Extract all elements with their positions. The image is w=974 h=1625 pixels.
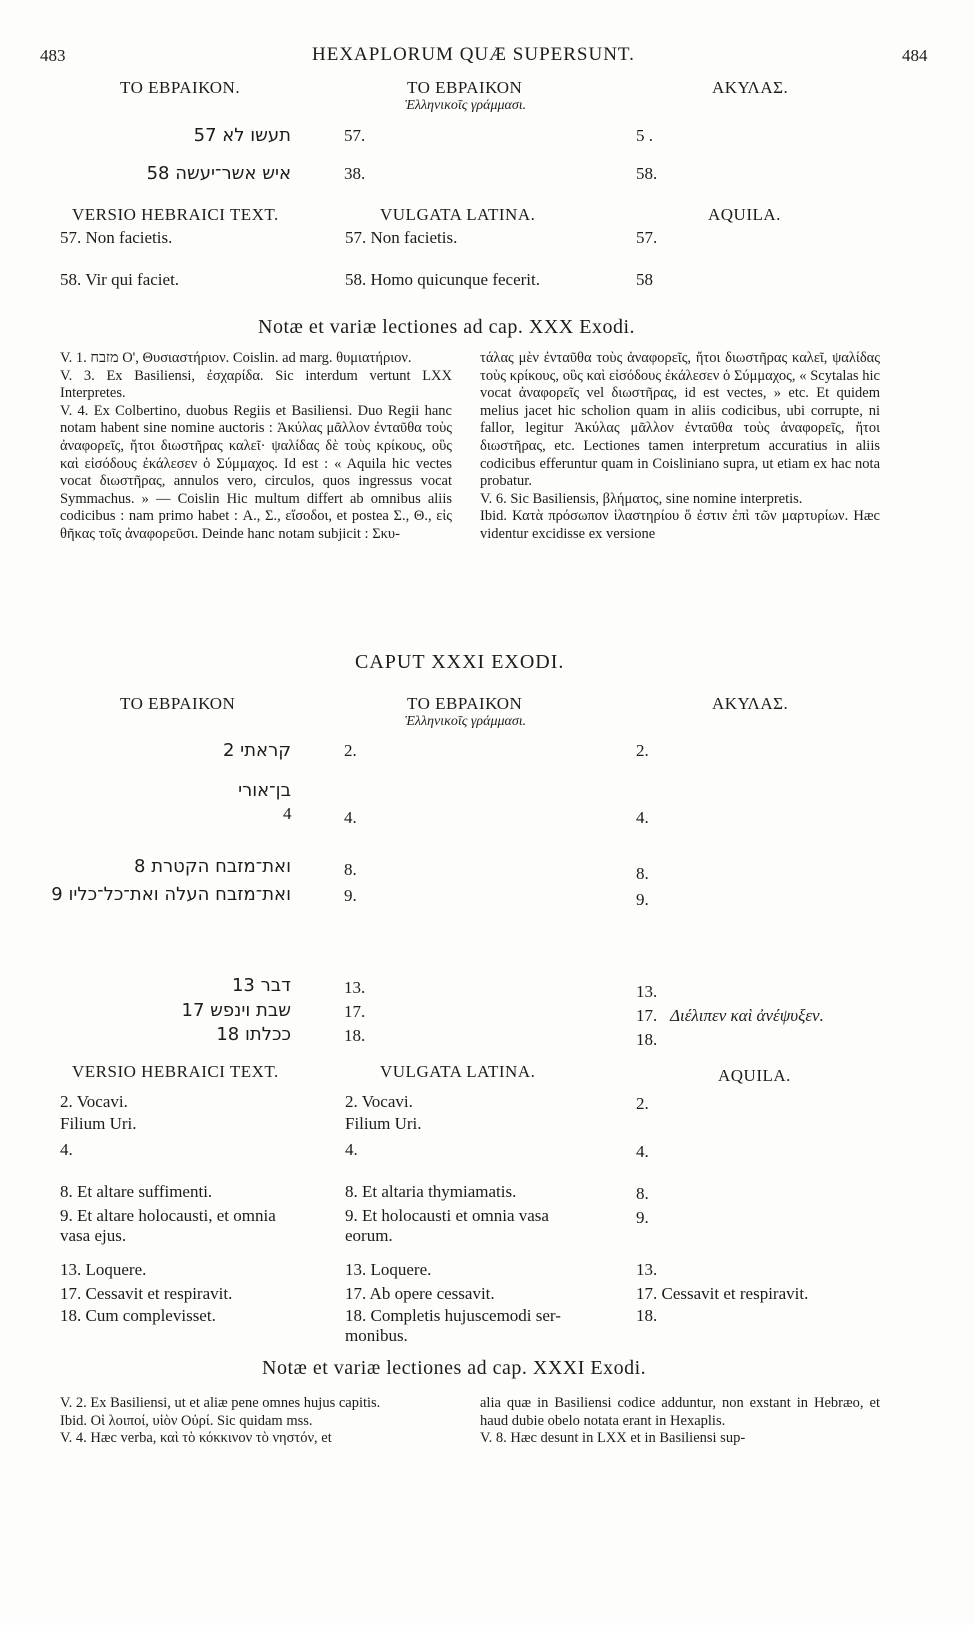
vulgata-line: 8. Et altaria thymiamatis.	[345, 1182, 517, 1201]
hebrew-verse-57: תעשו לא 57	[193, 125, 291, 146]
verse-num: 13.	[344, 978, 366, 997]
heading-aquila-greek: ΑΚΥΛΑΣ.	[712, 694, 789, 713]
versio-line: 58. Vir qui faciet.	[60, 270, 180, 289]
heading-hebraicon-graec: ΤΟ ΕΒΡΑΙΚΟΝ	[407, 78, 523, 97]
versio-line: 9. Et altare holocausti, et omnia	[60, 1206, 276, 1225]
versio-line: 2. Vocavi.	[60, 1092, 128, 1111]
verse-num: 8.	[636, 864, 649, 883]
heading-vulgata: VULGATA LATINA.	[380, 205, 536, 224]
notes-left-cap30	[60, 350, 452, 544]
note-paragraph: Ibid. Οἱ λοιποί, υἱὸν Οὐρί. Sic quidam mss.	[60, 1412, 313, 1429]
vulgata-line: 57. Non facietis.	[345, 228, 458, 247]
versio-line: 18. Cum complevisset.	[60, 1306, 216, 1325]
note-paragraph: τάλας μὲν ἐνταῦθα τοὺς ἀναφορεῖς, ἤτοι διωστῆρας καλεῖ, ψαλίδας τοὺς κρίκους, οὓς καὶ εἰσόδους ἐκάλεσεν ὁ Σύμμαχος, « Scytalas hic vocat ἀναφορεῖς vel διωστῆρας, id est vectes, » etc. Et quidem melius jacet hic scholion quam in aliis codicibus, ubi corrupte, ni fallor, legitur Ἀκύλας μᾶλλον ἐνταῦθα τοὺς ἀναφορεῖς, ἤτοι διωστῆρας, etc. Lectiones tamen interpretum accuratius in aliis codicibus efferuntur quam in Coisliniano supra, ut etiam ex hac nota probatur.	[480, 350, 880, 490]
note-paragraph: V. 8. Hæc desunt in LXX et in Basiliensi sup-	[480, 1430, 746, 1447]
note-paragraph: alia quæ in Basiliensi codice adduntur, non exstant in Hebræo, et haud dubie obelo notata erant in Hexaplis.	[480, 1395, 880, 1429]
note-paragraph: V. 6. Sic Basiliensis, βλήματος, sine nomine interpretis.	[480, 490, 803, 507]
heading-vulgata: VULGATA LATINA.	[380, 1062, 536, 1081]
aquila-line: 8.	[636, 1184, 649, 1203]
verse-num: 9.	[636, 890, 649, 909]
verse-num: 17.	[344, 1002, 366, 1021]
vulgata-line: 13. Loquere.	[345, 1260, 432, 1279]
left-page-number: 483	[40, 46, 66, 65]
verse-num: 2.	[636, 741, 649, 760]
versio-line: Filium Uri.	[60, 1114, 137, 1133]
hebrew-verse-18: ככלתו 18	[216, 1024, 291, 1045]
right-page-number: 484	[902, 46, 928, 65]
versio-line: 4.	[60, 1140, 73, 1159]
aquila-line: 17. Cessavit et respiravit.	[636, 1284, 809, 1303]
heading-hebraicon: ΤΟ ΕΒΡΑΙΚΟΝ.	[120, 78, 241, 97]
note-paragraph: V. 4. Hæc verba, καὶ τὸ κόκκινον τὸ νηστόν, et	[60, 1430, 332, 1447]
vulgata-line: 17. Ab opere cessavit.	[345, 1284, 495, 1303]
versio-line: 13. Loquere.	[60, 1260, 147, 1279]
vulgata-line: 18. Completis hujuscemodi ser-	[345, 1306, 561, 1325]
verse-num: 2.	[344, 741, 357, 760]
aquila-line: 18.	[636, 1306, 658, 1325]
verse-num: 4.	[344, 808, 357, 827]
heading-versio: VERSIO HEBRAICI TEXT.	[72, 1062, 279, 1081]
verse-num: 8.	[344, 860, 357, 879]
aquila-line: 2.	[636, 1094, 649, 1113]
aquila-line: 4.	[636, 1142, 649, 1161]
vulgata-line: Filium Uri.	[345, 1114, 422, 1133]
notes-right-cap31	[480, 1395, 880, 1448]
versio-line: 8. Et altare suffimenti.	[60, 1182, 213, 1201]
verse-num: 9.	[344, 886, 357, 905]
hebrew-verse-13: דבר 13	[231, 975, 291, 996]
caput-title: CAPUT XXXI EXODI.	[355, 651, 565, 673]
verse-num: 58.	[636, 164, 658, 183]
vulgata-line: monibus.	[345, 1326, 408, 1345]
aquila-greek-reading: Διέλιπεν καὶ ἀνέψυξεν.	[670, 1006, 824, 1025]
heading-aquila: AQUILA.	[708, 205, 781, 224]
verse-num: 18.	[344, 1026, 366, 1045]
hebrew-verse-8: ואת־מזבח הקטרת 8	[134, 856, 291, 877]
heading-versio: VERSIO HEBRAICI TEXT.	[72, 205, 279, 224]
note-paragraph: V. 2. Ex Basiliensi, ut et aliæ pene omnes hujus capitis.	[60, 1395, 381, 1411]
heading-hebraicon: ΤΟ ΕΒΡΑΙΚΟΝ	[120, 694, 236, 713]
aquila-line: 57.	[636, 228, 658, 247]
versio-line: vasa ejus.	[60, 1226, 127, 1245]
notes-title-cap31: Notæ et variæ lectiones ad cap. XXXI Exodi.	[262, 1357, 647, 1379]
heading-aquila-greek: ΑΚΥΛΑΣ.	[712, 78, 789, 97]
vulgata-line: 4.	[345, 1140, 358, 1159]
heading-graec-sub: Ἑλληνικοῖς γράμμασι.	[405, 98, 527, 113]
notes-left-cap31	[60, 1395, 452, 1448]
vulgata-line: eorum.	[345, 1226, 393, 1245]
heading-graec-sub: Ἑλληνικοῖς γράμμασι.	[405, 714, 527, 729]
hebrew-verse-17: שבת וינפש 17	[181, 1000, 291, 1021]
verse-num: 5 .	[636, 126, 653, 145]
verse-num: 4	[283, 804, 292, 823]
notes-title-cap30: Notæ et variæ lectiones ad cap. XXX Exodi.	[258, 316, 636, 338]
versio-line: 17. Cessavit et respiravit.	[60, 1284, 233, 1303]
aquila-line: 13.	[636, 1260, 658, 1279]
verse-num: 13.	[636, 982, 658, 1001]
note-paragraph: V. 3. Ex Basiliensi, ἐσχαρίδα. Sic interdum vertunt LXX Interpretes.	[60, 367, 452, 402]
heading-hebraicon-graec: ΤΟ ΕΒΡΑΙΚΟΝ	[407, 694, 523, 713]
vulgata-line: 2. Vocavi.	[345, 1092, 413, 1111]
versio-line: 57. Non facietis.	[60, 228, 173, 247]
note-paragraph: V. 4. Ex Colbertino, duobus Regiis et Basiliensi. Duo Regii hanc notam habent sine nomine auctoris : Ἀκύλας μᾶλλον ἐνταῦθα τοὺς ἀναφορεῖς, ἤτοι διωστῆρας καλεῖ· ψαλίδας δὲ τοὺς κρίκους, οὓς καὶ εἰσόδους ἐκάλεσεν ὁ Σύμμαχος. Id est : « Aquila hic vectes vocat διωστῆρας, annulos vero, circulos, quos ingressus vocat Symmachus. » — Coislin Hic multum differt ab omnibus aliis codicibus : nam primo habet : Α., Σ., εἴσοδοι, et postea Σ., Θ., εἰς θῆκας τοῖς ἀναφορεῦσι. Deinde hanc notam subjicit : Σκυ-	[60, 402, 452, 542]
hebrew-verse-58: איש אשר־יעשה 58	[146, 163, 291, 184]
verse-num: 57.	[344, 126, 366, 145]
heading-aquila: AQUILA.	[718, 1066, 791, 1085]
hebrew-verse-9: ואת־מזבח העלה ואת־כל־כליו 9	[51, 884, 291, 905]
note-paragraph: Ibid. Κατὰ πρόσωπον ἱλαστηρίου ὅ ἐστιν ἐπὶ τῶν μαρτυρίων. Hæc videntur excidisse ex versione	[480, 508, 880, 542]
verse-num: 4.	[636, 808, 649, 827]
aquila-line: 9.	[636, 1208, 649, 1227]
running-title: HEXAPLORUM QUÆ SUPERSUNT.	[312, 44, 635, 65]
hebrew-ben-uri: בן־אורי	[238, 780, 291, 801]
notes-right-cap30	[480, 350, 880, 544]
verse-num: 17.	[636, 1006, 658, 1025]
hebrew-verse-2: קראתי 2	[223, 740, 291, 761]
vulgata-line: 9. Et holocausti et omnia vasa	[345, 1206, 549, 1225]
verse-num: 18.	[636, 1030, 658, 1049]
vulgata-line: 58. Homo quicunque fecerit.	[345, 270, 540, 289]
aquila-line: 58	[636, 270, 653, 289]
verse-num: 38.	[344, 164, 366, 183]
note-paragraph: V. 1. מזבח O', Θυσιαστήριον. Coislin. ad marg. θυμιατήριον.	[60, 350, 412, 366]
